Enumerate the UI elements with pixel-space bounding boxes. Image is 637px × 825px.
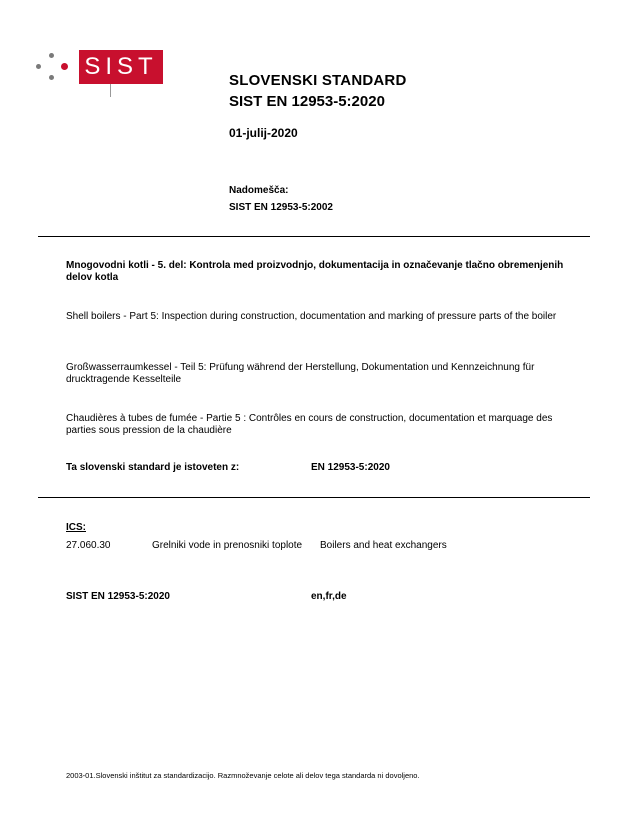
- identical-label: Ta slovenski standard je istoveten z:: [66, 462, 240, 473]
- logo-divider: [110, 84, 111, 97]
- standard-date: 01-julij-2020: [229, 126, 298, 140]
- footer-standard-number: SIST EN 12953-5:2020: [66, 591, 170, 602]
- ics-code: 27.060.30: [66, 540, 111, 551]
- logo-dot-icon: [49, 53, 54, 58]
- footer-languages: en,fr,de: [311, 591, 347, 602]
- divider-bottom: [38, 497, 590, 498]
- standard-title: SLOVENSKI STANDARD: [229, 72, 407, 89]
- title-slovenian: Mnogovodni kotli - 5. del: Kontrola med proizvodnjo, dokumentacija in označevanje tlačno obremenjenih delov kotla: [66, 260, 564, 283]
- replaces-value: SIST EN 12953-5:2002: [229, 202, 333, 213]
- standard-number: SIST EN 12953-5:2020: [229, 93, 385, 110]
- title-german: Großwasserraumkessel - Teil 5: Prüfung während der Herstellung, Dokumentation und Kennzeichnung für drucktragende Kesselteile: [66, 362, 535, 385]
- ics-label: ICS:: [66, 522, 86, 533]
- copyright-notice: 2003-01.Slovenski inštitut za standardizacijo. Razmnoževanje celote ali delov tega standarda ni dovoljeno.: [66, 771, 420, 780]
- replaces-label: Nadomešča:: [229, 185, 289, 196]
- divider-top: [38, 236, 590, 237]
- logo-dot-icon: [49, 75, 54, 80]
- logo-dot-icon: [61, 63, 68, 70]
- identical-value: EN 12953-5:2020: [311, 462, 390, 473]
- title-french: Chaudières à tubes de fumée - Partie 5 : Contrôles en cours de construction, documentation et marquage des parties sous pression de la chaudière: [66, 413, 553, 436]
- logo-wordmark: SIST: [79, 50, 163, 84]
- logo-dot-icon: [36, 64, 41, 69]
- ics-description-sl: Grelniki vode in prenosniki toplote: [152, 540, 303, 551]
- ics-description-en: Boilers and heat exchangers: [320, 540, 447, 551]
- title-english: Shell boilers - Part 5: Inspection during construction, documentation and marking of pressure parts of the boiler: [66, 311, 557, 322]
